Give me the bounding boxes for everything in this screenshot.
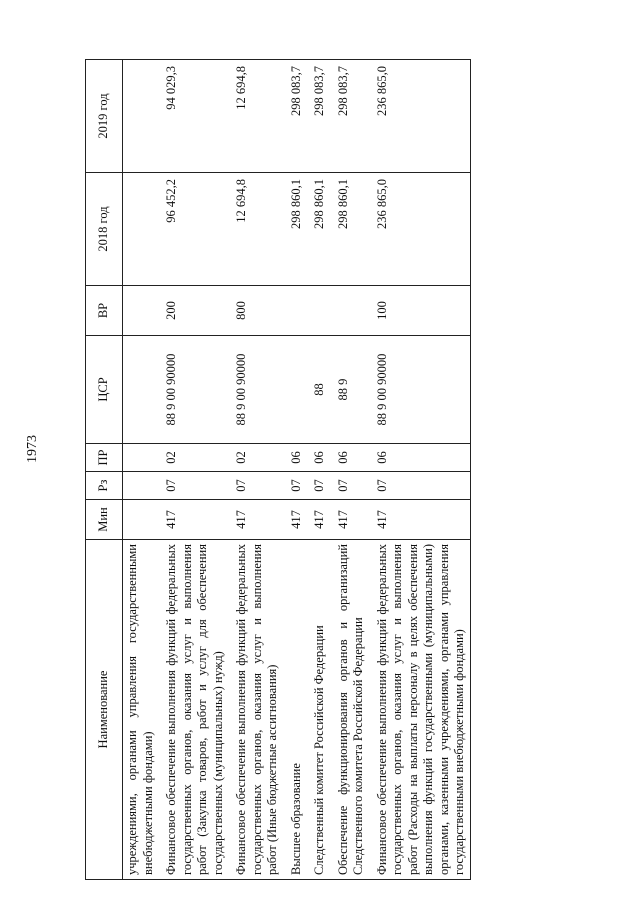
row-2018: 96 452,2 xyxy=(162,173,228,286)
page-number: 1973 xyxy=(25,435,40,463)
header-2019: 2019 год xyxy=(86,60,123,173)
row-2018: 298 860,1 xyxy=(310,173,330,286)
row-min: 417 xyxy=(373,500,471,540)
table-row xyxy=(232,60,283,880)
row-pr: 06 xyxy=(287,444,307,472)
header-name: Наименование xyxy=(86,540,123,880)
header-vr: ВР xyxy=(86,286,123,336)
row-name: Финансовое обеспечение выполнения функций федеральных государственных органов, оказания услуг и выполнения работ (Расходы на выплаты персоналу в целях обеспечения выполнения функций государственными (муниципальными) органами, казенными учреждениями, органами управления государственными внебюджетными фондами) xyxy=(373,540,471,880)
row-csr: 88 9 00 90000 xyxy=(373,336,471,444)
row-csr: 88 9 00 90000 xyxy=(162,336,228,444)
header-min: Мин xyxy=(86,500,123,540)
table-row xyxy=(334,60,369,880)
row-name: Финансовое обеспечение выполнения функций федеральных государственных органов, оказания услуг и выполнения работ (Иные бюджетные ассигнования) xyxy=(232,540,283,880)
row-min: 417 xyxy=(232,500,283,540)
row-vr: 100 xyxy=(373,286,471,336)
row-2019: 298 083,7 xyxy=(334,60,369,173)
row-min: 417 xyxy=(310,500,330,540)
table-header-row xyxy=(86,60,123,880)
row-pr: 02 xyxy=(162,444,228,472)
row-csr: 88 9 00 90000 xyxy=(232,336,283,444)
table-row xyxy=(162,60,228,880)
row-name: Высшее образование xyxy=(287,540,307,880)
row-vr xyxy=(287,286,307,336)
header-rz: Рз xyxy=(86,472,123,500)
table-row xyxy=(310,60,330,880)
row-2019: 12 694,8 xyxy=(232,60,283,173)
table-row xyxy=(287,60,307,880)
row-vr xyxy=(310,286,330,336)
row-2019: 298 083,7 xyxy=(287,60,307,173)
row-pr xyxy=(123,444,159,472)
row-pr: 06 xyxy=(310,444,330,472)
row-pr: 06 xyxy=(334,444,369,472)
row-rz: 07 xyxy=(287,472,307,500)
row-min: 417 xyxy=(162,500,228,540)
budget-table xyxy=(85,59,471,880)
row-2019: 236 865,0 xyxy=(373,60,471,173)
row-vr xyxy=(334,286,369,336)
row-min xyxy=(123,500,159,540)
row-2018: 236 865,0 xyxy=(373,173,471,286)
row-2018: 12 694,8 xyxy=(232,173,283,286)
row-rz: 07 xyxy=(334,472,369,500)
row-rz: 07 xyxy=(373,472,471,500)
row-min: 417 xyxy=(287,500,307,540)
row-vr: 200 xyxy=(162,286,228,336)
row-name: Финансовое обеспечение выполнения функций федеральных государственных органов, оказания услуг и выполнения работ (Закупка товаров, работ и услуг для обеспечения государственных (муниципальных) нужд) xyxy=(162,540,228,880)
row-2019: 298 083,7 xyxy=(310,60,330,173)
row-rz: 07 xyxy=(310,472,330,500)
header-2018: 2018 год xyxy=(86,173,123,286)
row-name: Обеспечение функционирования органов и организаций Следственного комитета Российской Федерации xyxy=(334,540,369,880)
row-min: 417 xyxy=(334,500,369,540)
row-rz: 07 xyxy=(232,472,283,500)
row-rz: 07 xyxy=(162,472,228,500)
row-pr: 02 xyxy=(232,444,283,472)
row-name: учреждениями, органами управления государственными внебюджетными фондами) xyxy=(123,540,159,880)
row-pr: 06 xyxy=(373,444,471,472)
table-row xyxy=(123,60,159,880)
row-csr xyxy=(123,336,159,444)
row-csr: 88 xyxy=(310,336,330,444)
row-vr xyxy=(123,286,159,336)
rotated-page-content xyxy=(40,0,600,880)
table-row xyxy=(373,60,471,880)
row-csr: 88 9 xyxy=(334,336,369,444)
row-2018: 298 860,1 xyxy=(334,173,369,286)
row-2019 xyxy=(123,60,159,173)
row-vr: 800 xyxy=(232,286,283,336)
row-csr xyxy=(287,336,307,444)
header-pr: ПР xyxy=(86,444,123,472)
header-csr: ЦСР xyxy=(86,336,123,444)
row-name: Следственный комитет Российской Федерации xyxy=(310,540,330,880)
row-2018: 298 860,1 xyxy=(287,173,307,286)
row-2019: 94 029,3 xyxy=(162,60,228,173)
row-2018 xyxy=(123,173,159,286)
row-rz xyxy=(123,472,159,500)
